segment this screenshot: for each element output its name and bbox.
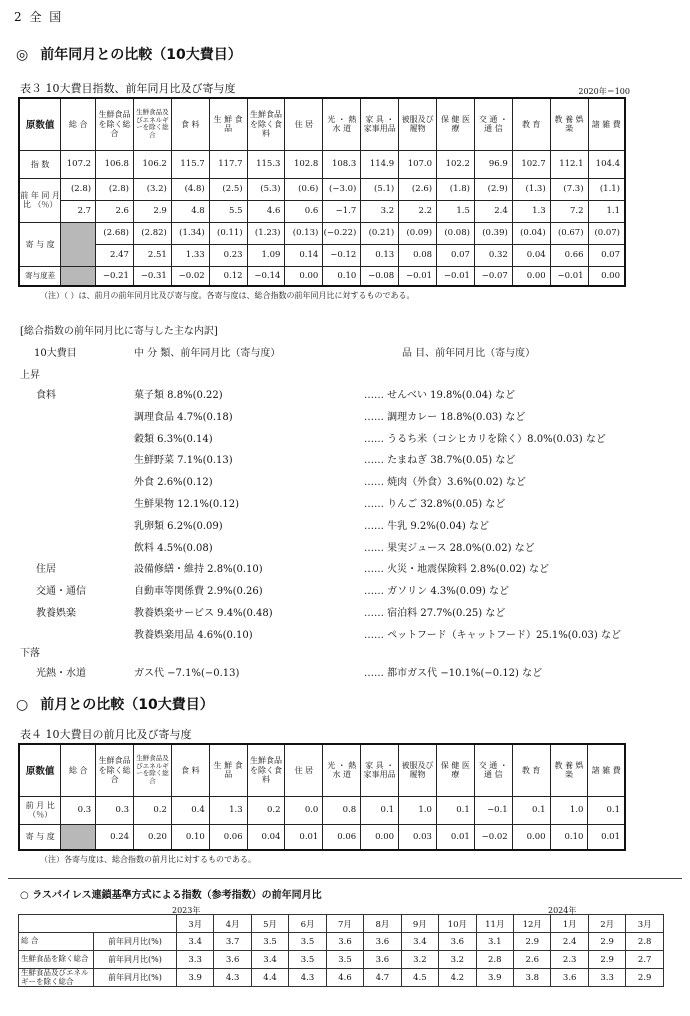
table-cell: 0.1 [361,796,399,824]
table-cell: 4.4 [251,969,288,987]
table-cell: 3.6 [214,951,251,969]
table3-header: 住 居 [285,98,323,150]
table-cell: 106.8 [96,150,134,178]
metric-label: 前年同月比(%) [93,933,176,951]
table-cell: (1.3) [512,178,550,200]
breakdown-cat: 住居 [36,564,56,576]
row-label: 総 合 [19,933,94,951]
breakdown-mid: 設備修繕・維持 2.8%(0.10) [134,564,263,576]
month-header: 11月 [476,915,513,933]
table-cell: (2.8) [96,178,134,200]
row-label: 生鮮食品及びエネルギーを除く総合 [19,969,94,987]
table-cell: 2.8 [476,951,513,969]
breakdown-col3: 品 目、前年同月比（寄与度） [402,348,536,359]
table-cell: 0.10 [323,266,361,286]
table-cell: (2.5) [209,178,247,200]
table-cell: 4.2 [439,969,476,987]
breakdown-title: [総合指数の前年同月比に寄与した主な内訳] [20,326,218,337]
breakdown-item: …… ガソリン 4.3%(0.09) など [364,586,510,598]
table-cell: (1.8) [437,178,475,200]
table-cell: 2.4 [474,200,512,222]
breakdown-item: …… たまねぎ 38.7%(0.05) など [364,455,516,467]
table-cell: 3.9 [176,969,213,987]
row-label: 生鮮食品を除く総合 [19,951,94,969]
shaded-cell [61,222,96,266]
table-cell: 4.7 [364,969,401,987]
table-cell: 0.00 [512,266,550,286]
breakdown-item: …… 果実ジュース 28.0%(0.02) など [364,542,535,554]
table-cell: 3.2 [361,200,399,222]
table-cell: 0.03 [399,824,437,850]
table-cell: 0.01 [436,824,474,850]
table-cell: 3.4 [176,933,213,951]
section2-title [16,694,214,714]
double-circle-icon: ◎ [16,47,29,63]
table-cell: (3.2) [133,178,171,200]
table3-header: 生 鮮 食 品 [209,98,247,150]
section2-title-text: 前月との比較（10大費目） [40,697,214,713]
table4-row-mom [19,796,625,824]
reference-row [19,951,664,969]
table-cell: 4.3 [289,969,326,987]
breakdown-mid: 飲料 4.5%(0.08) [134,542,213,554]
breakdown-cat: 交通・通信 [36,586,86,598]
table4-row-contrib [19,824,625,850]
table-cell: 0.66 [550,244,588,266]
table-cell: 0.23 [209,244,247,266]
table-cell: 0.2 [247,796,285,824]
table-cell: 2.8 [626,933,664,951]
table-cell: 0.13 [361,244,399,266]
month-header: 7月 [326,915,363,933]
month-header: 9月 [401,915,438,933]
table-cell: 4.3 [214,969,251,987]
month-header: 3月 [176,915,213,933]
table-cell: 0.10 [171,824,209,850]
table-cell: 3.5 [289,933,326,951]
year-label-2024: 2024年 [548,906,577,915]
table-cell: 7.2 [550,200,588,222]
table-cell: (1.34) [171,222,209,244]
shaded-cell [61,266,96,286]
table-cell: 0.06 [323,824,361,850]
table3 [18,97,626,287]
table-cell: 0.01 [285,824,323,850]
table3-row-index [19,150,625,178]
table-cell: 107.0 [399,150,437,178]
breakdown-col1: 10大費目 [34,348,77,359]
table-cell: 0.00 [588,266,625,286]
table-cell: 3.3 [176,951,213,969]
table-cell: (5.3) [247,178,285,200]
table-cell: −1.7 [323,200,361,222]
month-header: 5月 [251,915,288,933]
breakdown-up-label: 上昇 [20,370,40,381]
table3-header: 生鮮食品を除く総合 [96,98,134,150]
breakdown-item: …… 火災・地震保険料 2.8%(0.02) など [364,564,550,576]
section3-title: ○ ラスパイレス連鎖基準方式による指数（参考指数）の前年同月比 [20,890,322,901]
table-cell: 0.1 [512,796,550,824]
table-cell: −0.01 [550,266,588,286]
table-cell: 3.2 [439,951,476,969]
breakdown-mid: 菓子類 8.8%(0.22) [134,390,223,401]
table-cell: 0.1 [436,796,474,824]
table-cell: 3.6 [364,951,401,969]
breakdown-down-cat: 光熱・水道 [36,668,86,679]
table-cell: 3.7 [214,933,251,951]
breakdown-down-mid: ガス代 −7.1%(−0.13) [134,668,240,679]
table-cell: 3.6 [326,933,363,951]
table-cell: 3.4 [401,933,438,951]
breakdown-item: …… 調理カレー 18.8%(0.03) など [364,411,526,423]
breakdown-item: …… りんご 32.8%(0.05) など [364,499,506,510]
table4-header: 総 合 [61,744,96,796]
reference-index-table [18,914,664,987]
page-heading: 2 全 国 [14,10,64,24]
table-cell: 0.04 [512,244,550,266]
table-cell: 1.3 [512,200,550,222]
table-cell: 107.2 [61,150,96,178]
reference-row [19,969,664,987]
reference-row [19,933,664,951]
table3-header: 保 健 医 療 [437,98,475,150]
table-cell: 0.10 [550,824,588,850]
table-cell: (2.6) [399,178,437,200]
row-label: 寄与度差 [19,266,61,286]
table-cell: 3.4 [251,951,288,969]
table3-row-yoy-curr [19,200,625,222]
table-cell: 2.9 [588,951,625,969]
table3-header: 総 合 [61,98,96,150]
circle-icon: ○ [16,697,29,713]
table-cell: 2.47 [96,244,134,266]
table-cell: −0.02 [171,266,209,286]
breakdown-item: …… 牛乳 9.2%(0.04) など [364,520,490,532]
table-cell: 0.00 [512,824,550,850]
breakdown-mid: 生鮮果物 12.1%(0.12) [134,499,240,510]
section1-title [16,44,242,64]
table-cell: 3.8 [514,969,551,987]
table-cell: 2.2 [399,200,437,222]
table4 [18,743,626,851]
table-cell: (0.07) [588,222,625,244]
shaded-cell [61,824,96,850]
table4-header: 生鮮食品を除く食料 [247,744,285,796]
table3-row-yoy-prev [19,178,625,200]
table-cell: (7.3) [550,178,588,200]
table-cell: (0.04) [512,222,550,244]
month-header: 10月 [439,915,476,933]
breakdown-item: …… うるち米（コシヒカリを除く）8.0%(0.03) など [364,433,606,445]
table-cell: (0.67) [550,222,588,244]
table3-header: 諸 雑 費 [588,98,625,150]
table-cell: −0.31 [133,266,171,286]
month-header: 12月 [514,915,551,933]
table-cell: 96.9 [474,150,512,178]
table4-header: 生 鮮 食 品 [209,744,247,796]
row-label: 寄 与 度 [19,824,61,850]
year-label-2023: 2023年 [172,906,201,915]
table-cell: 3.6 [439,933,476,951]
month-header: 2月 [588,915,625,933]
table3-header: 生鮮食品を除く食料 [247,98,285,150]
table-cell: 0.08 [399,244,437,266]
table-cell: 4.8 [171,200,209,222]
table-cell: 3.9 [476,969,513,987]
breakdown-cat: 食料 [36,390,56,401]
table-cell: −0.1 [474,796,512,824]
table4-header: 教 育 [512,744,550,796]
table-cell: (−3.0) [323,178,361,200]
table-cell: (2.82) [133,222,171,244]
table-cell: 2.4 [551,933,588,951]
table-cell: 3.5 [289,951,326,969]
breakdown-mid: 生鮮野菜 7.1%(0.13) [134,455,233,467]
table-cell: 4.6 [247,200,285,222]
blank-corner [19,915,177,933]
section1-title-text: 前年同月との比較（10大費目） [40,47,242,63]
table3-row-contrib-curr [19,244,625,266]
table4-header: 教 養 娯 楽 [550,744,588,796]
table-cell: 3.3 [588,969,625,987]
table-cell: 117.7 [209,150,247,178]
table4-header: 住 居 [285,744,323,796]
table-cell: 0.3 [96,796,134,824]
breakdown-down-item: …… 都市ガス代 −10.1%(−0.12) など [364,668,543,679]
table-cell: 102.2 [437,150,475,178]
month-header: 4月 [214,915,251,933]
breakdown-mid: 外食 2.6%(0.12) [134,477,213,489]
table-cell: 3.6 [364,933,401,951]
table-cell: 1.33 [171,244,209,266]
table-cell: 0.0 [285,796,323,824]
table4-header: 光 ・ 熱 水 道 [323,744,361,796]
metric-label: 前年同月比(%) [93,969,176,987]
table3-base-note: 2020年＝100 [578,87,630,96]
breakdown-mid: 教養娯楽サービス 9.4%(0.48) [134,608,273,619]
table3-header: 教 育 [512,98,550,150]
table3-header: 教 養 娯 楽 [550,98,588,150]
table4-header: 生鮮食品及びエネルギーを除く総合 [134,744,172,796]
table-cell: 1.09 [247,244,285,266]
row-label: 寄 与 度 [19,222,61,266]
breakdown-mid: 穀類 6.3%(0.14) [134,433,213,445]
table-cell: (5.1) [361,178,399,200]
table3-note: （注）（ ）は、前月の前年同月比及び寄与度。各寄与度は、総合指数の前年同月比に対するものである。 [40,291,415,300]
table-cell: 4.6 [326,969,363,987]
metric-label: 前年同月比(%) [93,951,176,969]
table-cell: (0.6) [285,178,323,200]
breakdown-col2: 中 分 類、前年同月比（寄与度） [134,348,281,359]
table-cell: 1.1 [588,200,625,222]
table-cell: 0.01 [588,824,625,850]
table3-header: 食 料 [171,98,209,150]
table-cell: −0.14 [247,266,285,286]
table-cell: 0.3 [61,796,96,824]
table-cell: 2.9 [133,200,171,222]
table-cell: (1.23) [247,222,285,244]
month-header: 1月 [551,915,588,933]
table-cell: 4.5 [401,969,438,987]
table-cell: 0.00 [361,824,399,850]
table-cell: 2.7 [61,200,96,222]
table-cell: 3.2 [401,951,438,969]
table-cell: (1.1) [588,178,625,200]
table-cell: 115.7 [171,150,209,178]
table4-note: （注）各寄与度は、総合指数の前月比に対するものである。 [40,855,256,864]
table-cell: 0.04 [247,824,285,850]
table-cell: 2.51 [133,244,171,266]
table3-header: 交 通 ・ 通 信 [474,98,512,150]
table4-header: 交 通 ・ 通 信 [474,744,512,796]
breakdown-item: …… ペットフード（キャットフード）25.1%(0.03) など [364,629,621,641]
breakdown-down-label: 下落 [20,648,40,659]
table-cell: (2.68) [96,222,134,244]
table-cell: 0.1 [588,796,625,824]
table-cell: 104.4 [588,150,625,178]
table-cell: 0.20 [134,824,172,850]
table3-caption: 表３ 10大費目指数、前年同月比及び寄与度 [20,82,236,95]
table-cell: −0.08 [361,266,399,286]
table3-header: 生鮮食品及びエネルギーを除く総合 [133,98,171,150]
table3-row-contrib-prev [19,222,625,244]
table-cell: 102.7 [512,150,550,178]
months-header-row [19,915,664,933]
table4-corner: 原数値 [19,744,61,796]
table4-header: 家 具 ・ 家事用品 [361,744,399,796]
month-header: 3月 [626,915,664,933]
table-cell: 0.00 [285,266,323,286]
breakdown-item: …… 焼肉（外食）3.6%(0.02) など [364,477,526,489]
table4-header: 生鮮食品を除く総合 [96,744,134,796]
table-cell: 1.0 [399,796,437,824]
table-cell: 0.8 [323,796,361,824]
table-cell: −0.02 [474,824,512,850]
table-cell: −0.12 [323,244,361,266]
breakdown-cat: 教養娯楽 [36,608,76,619]
table-cell: 0.07 [588,244,625,266]
table-cell: (0.13) [285,222,323,244]
table-cell: (2.8) [61,178,96,200]
table3-header: 光 ・ 熱 水 道 [323,98,361,150]
row-label: 前 月 比 （％） [19,796,61,824]
breakdown-mid: 教養娯楽用品 4.6%(0.10) [134,629,253,641]
table-cell: −0.21 [96,266,134,286]
month-header: 6月 [289,915,326,933]
table4-header: 被服及び履物 [399,744,437,796]
table3-row-diff [19,266,625,286]
table-cell: 5.5 [209,200,247,222]
table-cell: 0.06 [209,824,247,850]
table-cell: 2.3 [551,951,588,969]
breakdown-mid: 乳卵類 6.2%(0.09) [134,520,223,532]
table-cell: 2.9 [588,933,625,951]
table-cell: (0.39) [474,222,512,244]
month-header: 8月 [364,915,401,933]
table3-header: 家 具 ・ 家事用品 [361,98,399,150]
divider [8,878,682,879]
table-cell: 2.6 [96,200,134,222]
table4-header: 諸 雑 費 [588,744,625,796]
table3-corner: 原数値 [19,98,61,150]
table-cell: (0.11) [209,222,247,244]
table-cell: 2.6 [514,951,551,969]
table-cell: 1.0 [550,796,588,824]
table-cell: 2.9 [514,933,551,951]
table-cell: 0.32 [474,244,512,266]
table-cell: 0.07 [437,244,475,266]
table-cell: 0.4 [171,796,209,824]
table-cell: 2.9 [626,969,664,987]
breakdown-mid: 自動車等関係費 2.9%(0.26) [134,586,263,598]
table-cell: 0.12 [209,266,247,286]
row-label: 指 数 [19,150,61,178]
table-cell: 3.1 [476,933,513,951]
table-cell: −0.01 [399,266,437,286]
table-cell: (0.08) [437,222,475,244]
table-cell: −0.01 [437,266,475,286]
table4-header: 保 健 医 療 [436,744,474,796]
table-cell: 0.2 [134,796,172,824]
breakdown-mid: 調理食品 4.7%(0.18) [134,411,233,423]
table-cell: 0.6 [285,200,323,222]
table-cell: 102.8 [285,150,323,178]
table-cell: (−0.22) [323,222,361,244]
table-cell: (4.8) [171,178,209,200]
row-label: 前 年 同 月 比 （％） [19,178,61,222]
breakdown-item: …… 宿泊料 27.7%(0.25) など [364,608,506,619]
table-cell: 3.5 [326,951,363,969]
table4-header: 食 料 [171,744,209,796]
table-cell: 106.2 [133,150,171,178]
table-cell: (0.21) [361,222,399,244]
table-cell: 112.1 [550,150,588,178]
table4-caption: 表４ 10大費目の前月比及び寄与度 [20,728,192,741]
table-cell: 1.5 [437,200,475,222]
table-cell: (2.9) [474,178,512,200]
breakdown-item: …… せんべい 19.8%(0.04) など [364,390,516,401]
table-cell: 3.6 [551,969,588,987]
table-cell: 0.24 [96,824,134,850]
table-cell: 108.3 [323,150,361,178]
table-cell: −0.07 [474,266,512,286]
table-cell: 1.3 [209,796,247,824]
table-cell: 0.14 [285,244,323,266]
table-cell: 115.3 [247,150,285,178]
table-cell: 114.9 [361,150,399,178]
table-cell: (0.09) [399,222,437,244]
table-cell: 2.7 [626,951,664,969]
table-cell: 3.5 [251,933,288,951]
table3-header: 被服及び履物 [399,98,437,150]
